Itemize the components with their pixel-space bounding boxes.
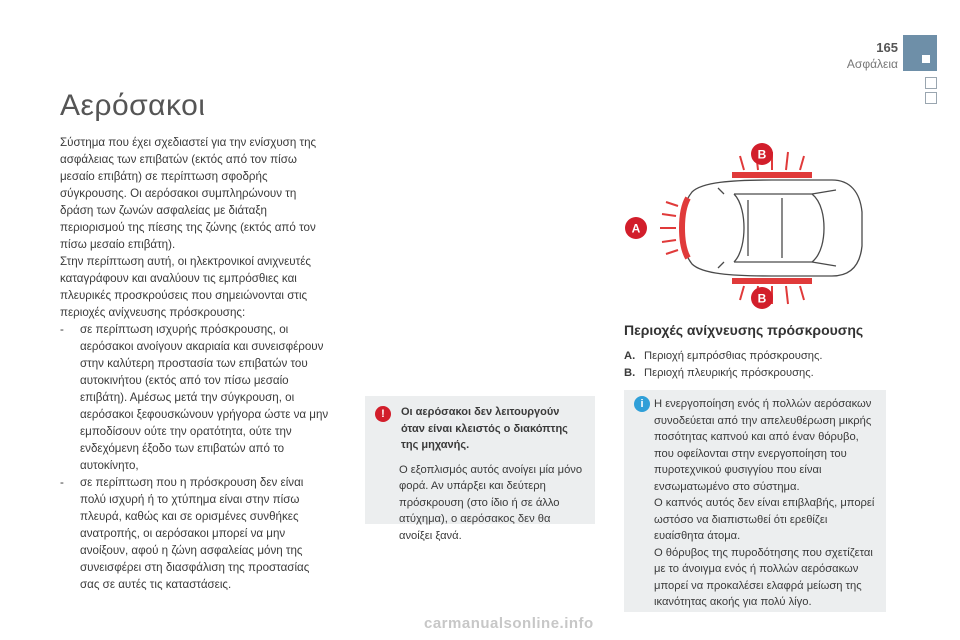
body-text: [60, 134, 330, 593]
label-b-top-badge: [751, 143, 773, 165]
zones-legend: [624, 348, 823, 382]
info-paragraph-3: Ο θόρυβος της πυροδότησης που σχετίζεται με το άνοιγμα ενός ή πολλών αερόσακων μπορεί να προκαλέσει ελαφρά μείωση της ικανότητας ακοής για πολύ λίγο.: [654, 546, 873, 608]
info-box: [624, 390, 886, 612]
section-title: Ασφάλεια: [846, 57, 898, 71]
label-a-badge: [625, 217, 647, 239]
label-b-top: B: [757, 147, 767, 162]
car-outline: [682, 180, 862, 276]
legend-item: [624, 348, 823, 365]
list-item: [60, 321, 330, 474]
section-tab[interactable]: [903, 35, 937, 71]
watermark: carmanualsonline.info: [424, 615, 594, 632]
front-zone-ticks: [660, 202, 678, 254]
warning-heading: Οι αερόσακοι δεν λειτουργούν όταν είναι κλειστός ο διακόπτης της μηχανής.: [401, 406, 568, 451]
list-dash: -: [60, 323, 64, 336]
intro-paragraph-2: Στην περίπτωση αυτή, οι ηλεκτρονικοί ανιχνευτές καταγράφουν και αναλύουν τις εμπρόσθιες και πλευρικές προσκρούσεις που σημειώνονται στις περιοχές ανίχνευσης πρόσκρουσης:: [60, 255, 311, 319]
tab-square-1[interactable]: [925, 77, 937, 89]
label-b-bottom: B: [757, 291, 767, 306]
page-title: Αερόσακοι: [60, 89, 206, 122]
intro-paragraph-1: Σύστημα που έχει σχεδιαστεί για την ενίσχυση της ασφάλειας των επιβατών (εκτός από τον πίσω μεσαίο επιβάτη) σε περίπτωση σφοδρής σύγκρουσης. Οι αερόσακοι συμπληρώνουν τη δράση των ζωνών ασφαλείας με διάταξη περιορισμού της πίεσης της ζώνης (εκτός από τον πίσω μεσαίο επιβάτη).: [60, 136, 317, 251]
list-dash: -: [60, 476, 64, 489]
page-number: 165: [876, 40, 898, 55]
list-item: [60, 474, 330, 593]
list-item-text: σε περίπτωση που η πρόσκρουση δεν είναι πολύ ισχυρή ή το χτύπημα είναι στην πίσω πλευρά, καθώς και σε ορισμένες συνθήκες ανατροπής, οι αερόσακοι μπορεί να μην ανοίξουν, αφού η ζώνη ασφαλείας μόνη της συνεισφέρει στη διασφάλιση της προστασίας σας σε αυτές τις καταστάσεις.: [80, 476, 310, 591]
tab-marker: [922, 55, 930, 63]
legend-text: Περιοχή πλευρικής πρόσκρουσης.: [644, 367, 814, 379]
label-b-bottom-badge: [751, 287, 773, 309]
front-zone: [682, 198, 688, 258]
car-top-view: [622, 142, 876, 314]
warning-text: Ο εξοπλισμός αυτός ανοίγει μία μόνο φορά. Αν υπάρξει και δεύτερη πρόσκρουση (στο ίδιο ή σε άλλο ατύχημα), ο αερόσακος δεν θα ανοίξει ξανά.: [399, 463, 583, 542]
info-icon: i: [634, 396, 650, 412]
legend-item: [624, 365, 823, 382]
warning-box: [365, 396, 595, 542]
warning-icon: !: [375, 406, 391, 422]
tab-square-2[interactable]: [925, 92, 937, 104]
legend-text: Περιοχή εμπρόσθιας πρόσκρουσης.: [644, 350, 823, 362]
info-paragraph-2: Ο καπνός αυτός δεν είναι επιβλαβής, μπορεί ωστόσο να διαπιστωθεί ότι ερεθίζει ευαίσθητα άτομα.: [654, 497, 875, 542]
list-item-text: σε περίπτωση ισχυρής πρόσκρουσης, οι αερόσακοι ανοίγουν ακαριαία και συνεισφέρουν στην καλύτερη προστασία των επιβατών του αυτοκινήτου (εκτός από τον πίσω μεσαίο επιβάτη). Αμέσως μετά την σύγκρουση, οι αερόσακοι ξεφουσκώνουν γρήγορα ώστε να μην εμποδίσουν ούτε την ορατότητα, ούτε την ενδεχόμενη έξοδο των επιβατών από το αυτοκίνητο,: [80, 323, 329, 472]
zones-heading: Περιοχές ανίχνευσης πρόσκρουσης: [624, 322, 864, 338]
info-paragraph-1: Η ενεργοποίηση ενός ή πολλών αερόσακων συνοδεύεται από την απελευθέρωση μικρής ποσότητας καπνού και από έναν θόρυβο, που οφείλονται στην ενεργοποίηση του πυροτεχνικού φυσιγγίου που είναι ενσωματωμένο στο σύστημα.: [654, 398, 872, 493]
label-a: A: [631, 221, 641, 236]
legend-key: B.: [624, 367, 636, 379]
legend-key: A.: [624, 350, 636, 362]
crash-zones-figure: [622, 142, 876, 314]
